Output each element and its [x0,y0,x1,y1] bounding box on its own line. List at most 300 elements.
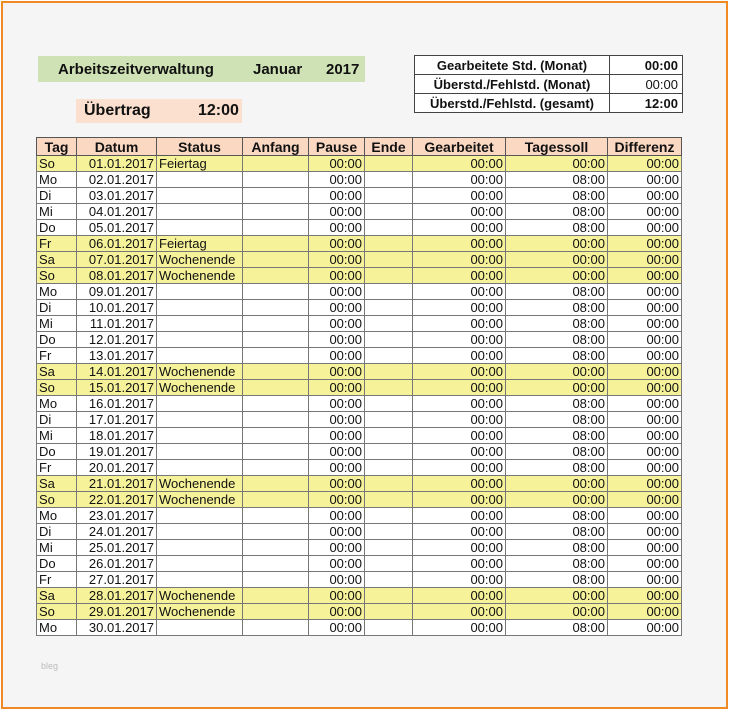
worked-cell[interactable]: 00:00 [413,236,506,252]
date-cell[interactable]: 24.01.2017 [77,524,157,540]
day-cell[interactable]: So [37,380,77,396]
end-cell[interactable] [365,316,413,332]
target-cell[interactable]: 08:00 [506,172,608,188]
worked-cell[interactable]: 00:00 [413,476,506,492]
start-cell[interactable] [243,572,309,588]
break-cell[interactable]: 00:00 [309,332,365,348]
difference-cell[interactable]: 00:00 [608,204,682,220]
date-cell[interactable]: 08.01.2017 [77,268,157,284]
day-cell[interactable]: Mo [37,284,77,300]
status-cell[interactable]: Wochenende [157,268,243,284]
status-cell[interactable] [157,220,243,236]
worked-cell[interactable]: 00:00 [413,556,506,572]
date-cell[interactable]: 13.01.2017 [77,348,157,364]
worked-cell[interactable]: 00:00 [413,268,506,284]
status-cell[interactable]: Feiertag [157,236,243,252]
break-cell[interactable]: 00:00 [309,156,365,172]
day-cell[interactable]: Sa [37,364,77,380]
break-cell[interactable]: 00:00 [309,492,365,508]
break-cell[interactable]: 00:00 [309,188,365,204]
sheet-frame [1,1,728,709]
worked-cell[interactable]: 00:00 [413,508,506,524]
start-cell[interactable] [243,492,309,508]
table-row [37,284,682,300]
break-cell[interactable]: 00:00 [309,524,365,540]
break-cell[interactable]: 00:00 [309,396,365,412]
start-cell[interactable] [243,316,309,332]
end-cell[interactable] [365,252,413,268]
target-cell[interactable]: 08:00 [506,572,608,588]
date-cell[interactable]: 06.01.2017 [77,236,157,252]
table-row [37,380,682,396]
status-cell[interactable] [157,348,243,364]
date-cell[interactable]: 26.01.2017 [77,556,157,572]
start-cell[interactable] [243,620,309,636]
table-row [37,492,682,508]
status-cell[interactable] [157,428,243,444]
start-cell[interactable] [243,284,309,300]
start-cell[interactable] [243,300,309,316]
target-cell[interactable]: 08:00 [506,540,608,556]
start-cell[interactable] [243,364,309,380]
worked-cell[interactable]: 00:00 [413,172,506,188]
date-cell[interactable]: 17.01.2017 [77,412,157,428]
end-cell[interactable] [365,268,413,284]
difference-cell[interactable]: 00:00 [608,444,682,460]
difference-cell[interactable]: 00:00 [608,236,682,252]
summary-label: Überstd./Fehlstd. (Monat) [415,75,610,94]
day-cell[interactable]: Di [37,188,77,204]
end-cell[interactable] [365,380,413,396]
table-row [37,396,682,412]
difference-cell[interactable]: 00:00 [608,172,682,188]
column-header: Gearbeitet [413,138,506,156]
target-cell[interactable]: 08:00 [506,556,608,572]
target-cell[interactable]: 00:00 [506,380,608,396]
day-cell[interactable]: Di [37,300,77,316]
target-cell[interactable]: 00:00 [506,236,608,252]
date-cell[interactable]: 19.01.2017 [77,444,157,460]
break-cell[interactable]: 00:00 [309,252,365,268]
status-cell[interactable] [157,508,243,524]
worked-cell[interactable]: 00:00 [413,380,506,396]
break-cell[interactable]: 00:00 [309,460,365,476]
date-cell[interactable]: 02.01.2017 [77,172,157,188]
table-row [37,316,682,332]
target-cell[interactable]: 00:00 [506,252,608,268]
start-cell[interactable] [243,556,309,572]
difference-cell[interactable]: 00:00 [608,348,682,364]
target-cell[interactable]: 08:00 [506,220,608,236]
difference-cell[interactable]: 00:00 [608,460,682,476]
date-cell[interactable]: 01.01.2017 [77,156,157,172]
status-cell[interactable]: Wochenende [157,476,243,492]
day-cell[interactable]: Fr [37,572,77,588]
day-cell[interactable]: Di [37,412,77,428]
difference-cell[interactable]: 00:00 [608,604,682,620]
end-cell[interactable] [365,620,413,636]
start-cell[interactable] [243,220,309,236]
day-cell[interactable]: Do [37,556,77,572]
date-cell[interactable]: 28.01.2017 [77,588,157,604]
worked-cell[interactable]: 00:00 [413,444,506,460]
end-cell[interactable] [365,476,413,492]
start-cell[interactable] [243,252,309,268]
date-cell[interactable]: 11.01.2017 [77,316,157,332]
table-row [37,444,682,460]
day-cell[interactable]: Do [37,444,77,460]
date-cell[interactable]: 20.01.2017 [77,460,157,476]
target-cell[interactable]: 00:00 [506,268,608,284]
target-cell[interactable]: 08:00 [506,508,608,524]
end-cell[interactable] [365,204,413,220]
day-cell[interactable]: Fr [37,236,77,252]
difference-cell[interactable]: 00:00 [608,316,682,332]
break-cell[interactable]: 00:00 [309,588,365,604]
target-cell[interactable]: 08:00 [506,188,608,204]
start-cell[interactable] [243,588,309,604]
table-row [37,540,682,556]
status-cell[interactable] [157,284,243,300]
day-cell[interactable]: Mi [37,540,77,556]
table-row [37,364,682,380]
target-cell[interactable]: 08:00 [506,396,608,412]
worked-cell[interactable]: 00:00 [413,316,506,332]
target-cell[interactable]: 00:00 [506,588,608,604]
status-cell[interactable] [157,332,243,348]
date-cell[interactable]: 07.01.2017 [77,252,157,268]
end-cell[interactable] [365,300,413,316]
break-cell[interactable]: 00:00 [309,316,365,332]
break-cell[interactable]: 00:00 [309,236,365,252]
day-cell[interactable]: So [37,604,77,620]
day-cell[interactable]: So [37,156,77,172]
difference-cell[interactable]: 00:00 [608,252,682,268]
day-cell[interactable]: So [37,268,77,284]
end-cell[interactable] [365,508,413,524]
date-cell[interactable]: 05.01.2017 [77,220,157,236]
date-cell[interactable]: 18.01.2017 [77,428,157,444]
status-cell[interactable]: Wochenende [157,492,243,508]
table-row [37,204,682,220]
worked-cell[interactable]: 00:00 [413,332,506,348]
summary-value[interactable]: 12:00 [610,94,683,113]
target-cell[interactable]: 00:00 [506,604,608,620]
break-cell[interactable]: 00:00 [309,412,365,428]
worked-cell[interactable]: 00:00 [413,412,506,428]
worked-cell[interactable]: 00:00 [413,364,506,380]
worked-cell[interactable]: 00:00 [413,588,506,604]
status-cell[interactable] [157,172,243,188]
worked-cell[interactable]: 00:00 [413,188,506,204]
table-row [37,620,682,636]
status-cell[interactable]: Wochenende [157,588,243,604]
target-cell[interactable]: 08:00 [506,444,608,460]
status-cell[interactable] [157,460,243,476]
table-row [37,188,682,204]
status-cell[interactable] [157,188,243,204]
end-cell[interactable] [365,412,413,428]
break-cell[interactable]: 00:00 [309,220,365,236]
break-cell[interactable]: 00:00 [309,428,365,444]
end-cell[interactable] [365,172,413,188]
start-cell[interactable] [243,604,309,620]
target-cell[interactable]: 00:00 [506,364,608,380]
difference-cell[interactable]: 00:00 [608,364,682,380]
date-cell[interactable]: 12.01.2017 [77,332,157,348]
start-cell[interactable] [243,412,309,428]
break-cell[interactable]: 00:00 [309,348,365,364]
target-cell[interactable]: 08:00 [506,332,608,348]
date-cell[interactable]: 21.01.2017 [77,476,157,492]
end-cell[interactable] [365,460,413,476]
day-cell[interactable]: Mi [37,316,77,332]
day-cell[interactable]: Sa [37,588,77,604]
end-cell[interactable] [365,540,413,556]
break-cell[interactable]: 00:00 [309,604,365,620]
date-cell[interactable]: 27.01.2017 [77,572,157,588]
table-row [37,604,682,620]
day-cell[interactable]: Sa [37,252,77,268]
end-cell[interactable] [365,572,413,588]
sheet-year: 2017 [326,61,360,78]
worked-cell[interactable]: 00:00 [413,620,506,636]
date-cell[interactable]: 22.01.2017 [77,492,157,508]
difference-cell[interactable]: 00:00 [608,412,682,428]
worked-cell[interactable]: 00:00 [413,540,506,556]
target-cell[interactable]: 08:00 [506,620,608,636]
status-cell[interactable] [157,396,243,412]
day-cell[interactable]: Mo [37,620,77,636]
status-cell[interactable] [157,412,243,428]
end-cell[interactable] [365,588,413,604]
status-cell[interactable]: Feiertag [157,156,243,172]
day-cell[interactable]: Fr [37,460,77,476]
start-cell[interactable] [243,444,309,460]
target-cell[interactable]: 08:00 [506,412,608,428]
date-cell[interactable]: 03.01.2017 [77,188,157,204]
day-cell[interactable]: Di [37,524,77,540]
end-cell[interactable] [365,332,413,348]
status-cell[interactable]: Wochenende [157,380,243,396]
sheet-title: Arbeitszeitverwaltung [58,61,214,78]
status-cell[interactable] [157,572,243,588]
end-cell[interactable] [365,364,413,380]
worked-cell[interactable]: 00:00 [413,300,506,316]
table-row [37,348,682,364]
worked-cell[interactable]: 00:00 [413,604,506,620]
day-cell[interactable]: Fr [37,348,77,364]
day-cell[interactable]: So [37,492,77,508]
worked-cell[interactable]: 00:00 [413,204,506,220]
summary-value[interactable]: 00:00 [610,75,683,94]
column-header: Ende [365,138,413,156]
summary-value[interactable]: 00:00 [610,56,683,75]
start-cell[interactable] [243,268,309,284]
end-cell[interactable] [365,236,413,252]
break-cell[interactable]: 00:00 [309,620,365,636]
end-cell[interactable] [365,284,413,300]
start-cell[interactable] [243,156,309,172]
date-cell[interactable]: 30.01.2017 [77,620,157,636]
day-cell[interactable]: Mo [37,508,77,524]
day-cell[interactable]: Do [37,220,77,236]
start-cell[interactable] [243,460,309,476]
watermark: bleg [41,661,59,671]
target-cell[interactable]: 08:00 [506,460,608,476]
break-cell[interactable]: 00:00 [309,300,365,316]
break-cell[interactable]: 00:00 [309,364,365,380]
worked-cell[interactable]: 00:00 [413,156,506,172]
status-cell[interactable] [157,316,243,332]
date-cell[interactable]: 09.01.2017 [77,284,157,300]
table-row [37,156,682,172]
date-cell[interactable]: 14.01.2017 [77,364,157,380]
target-cell[interactable]: 00:00 [506,492,608,508]
end-cell[interactable] [365,556,413,572]
status-cell[interactable] [157,300,243,316]
day-cell[interactable]: Mi [37,428,77,444]
end-cell[interactable] [365,524,413,540]
status-cell[interactable] [157,620,243,636]
status-cell[interactable]: Wochenende [157,364,243,380]
status-cell[interactable]: Wochenende [157,252,243,268]
break-cell[interactable]: 00:00 [309,572,365,588]
day-cell[interactable]: Mo [37,396,77,412]
difference-cell[interactable]: 00:00 [608,188,682,204]
status-cell[interactable] [157,444,243,460]
difference-cell[interactable]: 00:00 [608,508,682,524]
summary-label: Überstd./Fehlstd. (gesamt) [415,94,610,113]
end-cell[interactable] [365,188,413,204]
status-cell[interactable] [157,204,243,220]
start-cell[interactable] [243,188,309,204]
difference-cell[interactable]: 00:00 [608,332,682,348]
start-cell[interactable] [243,332,309,348]
table-row [37,172,682,188]
day-cell[interactable]: Do [37,332,77,348]
day-cell[interactable]: Sa [37,476,77,492]
end-cell[interactable] [365,604,413,620]
table-row [37,476,682,492]
difference-cell[interactable]: 00:00 [608,572,682,588]
date-cell[interactable]: 25.01.2017 [77,540,157,556]
difference-cell[interactable]: 00:00 [608,268,682,284]
difference-cell[interactable]: 00:00 [608,396,682,412]
end-cell[interactable] [365,492,413,508]
difference-cell[interactable]: 00:00 [608,524,682,540]
status-cell[interactable]: Wochenende [157,604,243,620]
start-cell[interactable] [243,236,309,252]
difference-cell[interactable]: 00:00 [608,540,682,556]
worked-cell[interactable]: 00:00 [413,252,506,268]
table-row [37,252,682,268]
target-cell[interactable]: 08:00 [506,204,608,220]
difference-cell[interactable]: 00:00 [608,156,682,172]
break-cell[interactable]: 00:00 [309,380,365,396]
difference-cell[interactable]: 00:00 [608,492,682,508]
start-cell[interactable] [243,396,309,412]
day-cell[interactable]: Mi [37,204,77,220]
date-cell[interactable]: 04.01.2017 [77,204,157,220]
worked-cell[interactable]: 00:00 [413,460,506,476]
difference-cell[interactable]: 00:00 [608,428,682,444]
break-cell[interactable]: 00:00 [309,284,365,300]
difference-cell[interactable]: 00:00 [608,556,682,572]
start-cell[interactable] [243,540,309,556]
start-cell[interactable] [243,172,309,188]
worked-cell[interactable]: 00:00 [413,572,506,588]
date-cell[interactable]: 29.01.2017 [77,604,157,620]
difference-cell[interactable]: 00:00 [608,620,682,636]
worked-cell[interactable]: 00:00 [413,284,506,300]
start-cell[interactable] [243,508,309,524]
status-cell[interactable] [157,524,243,540]
break-cell[interactable]: 00:00 [309,268,365,284]
end-cell[interactable] [365,428,413,444]
difference-cell[interactable]: 00:00 [608,300,682,316]
worked-cell[interactable]: 00:00 [413,492,506,508]
worked-cell[interactable]: 00:00 [413,348,506,364]
break-cell[interactable]: 00:00 [309,540,365,556]
start-cell[interactable] [243,348,309,364]
target-cell[interactable]: 08:00 [506,428,608,444]
start-cell[interactable] [243,476,309,492]
start-cell[interactable] [243,204,309,220]
target-cell[interactable]: 08:00 [506,348,608,364]
target-cell[interactable]: 08:00 [506,524,608,540]
carry-over-label: Übertrag [84,102,151,119]
difference-cell[interactable]: 00:00 [608,380,682,396]
table-row [37,508,682,524]
day-cell[interactable]: Mo [37,172,77,188]
difference-cell[interactable]: 00:00 [608,588,682,604]
status-cell[interactable] [157,556,243,572]
break-cell[interactable]: 00:00 [309,508,365,524]
break-cell[interactable]: 00:00 [309,172,365,188]
break-cell[interactable]: 00:00 [309,444,365,460]
break-cell[interactable]: 00:00 [309,204,365,220]
break-cell[interactable]: 00:00 [309,476,365,492]
date-cell[interactable]: 10.01.2017 [77,300,157,316]
end-cell[interactable] [365,156,413,172]
start-cell[interactable] [243,380,309,396]
difference-cell[interactable]: 00:00 [608,476,682,492]
target-cell[interactable]: 08:00 [506,316,608,332]
difference-cell[interactable]: 00:00 [608,284,682,300]
end-cell[interactable] [365,396,413,412]
status-cell[interactable] [157,540,243,556]
target-cell[interactable]: 00:00 [506,156,608,172]
start-cell[interactable] [243,428,309,444]
worked-cell[interactable]: 00:00 [413,220,506,236]
date-cell[interactable]: 15.01.2017 [77,380,157,396]
date-cell[interactable]: 16.01.2017 [77,396,157,412]
target-cell[interactable]: 00:00 [506,476,608,492]
worked-cell[interactable]: 00:00 [413,396,506,412]
date-cell[interactable]: 23.01.2017 [77,508,157,524]
start-cell[interactable] [243,524,309,540]
worked-cell[interactable]: 00:00 [413,428,506,444]
difference-cell[interactable]: 00:00 [608,220,682,236]
break-cell[interactable]: 00:00 [309,556,365,572]
target-cell[interactable]: 08:00 [506,284,608,300]
worked-cell[interactable]: 00:00 [413,524,506,540]
target-cell[interactable]: 08:00 [506,300,608,316]
end-cell[interactable] [365,220,413,236]
end-cell[interactable] [365,348,413,364]
end-cell[interactable] [365,444,413,460]
